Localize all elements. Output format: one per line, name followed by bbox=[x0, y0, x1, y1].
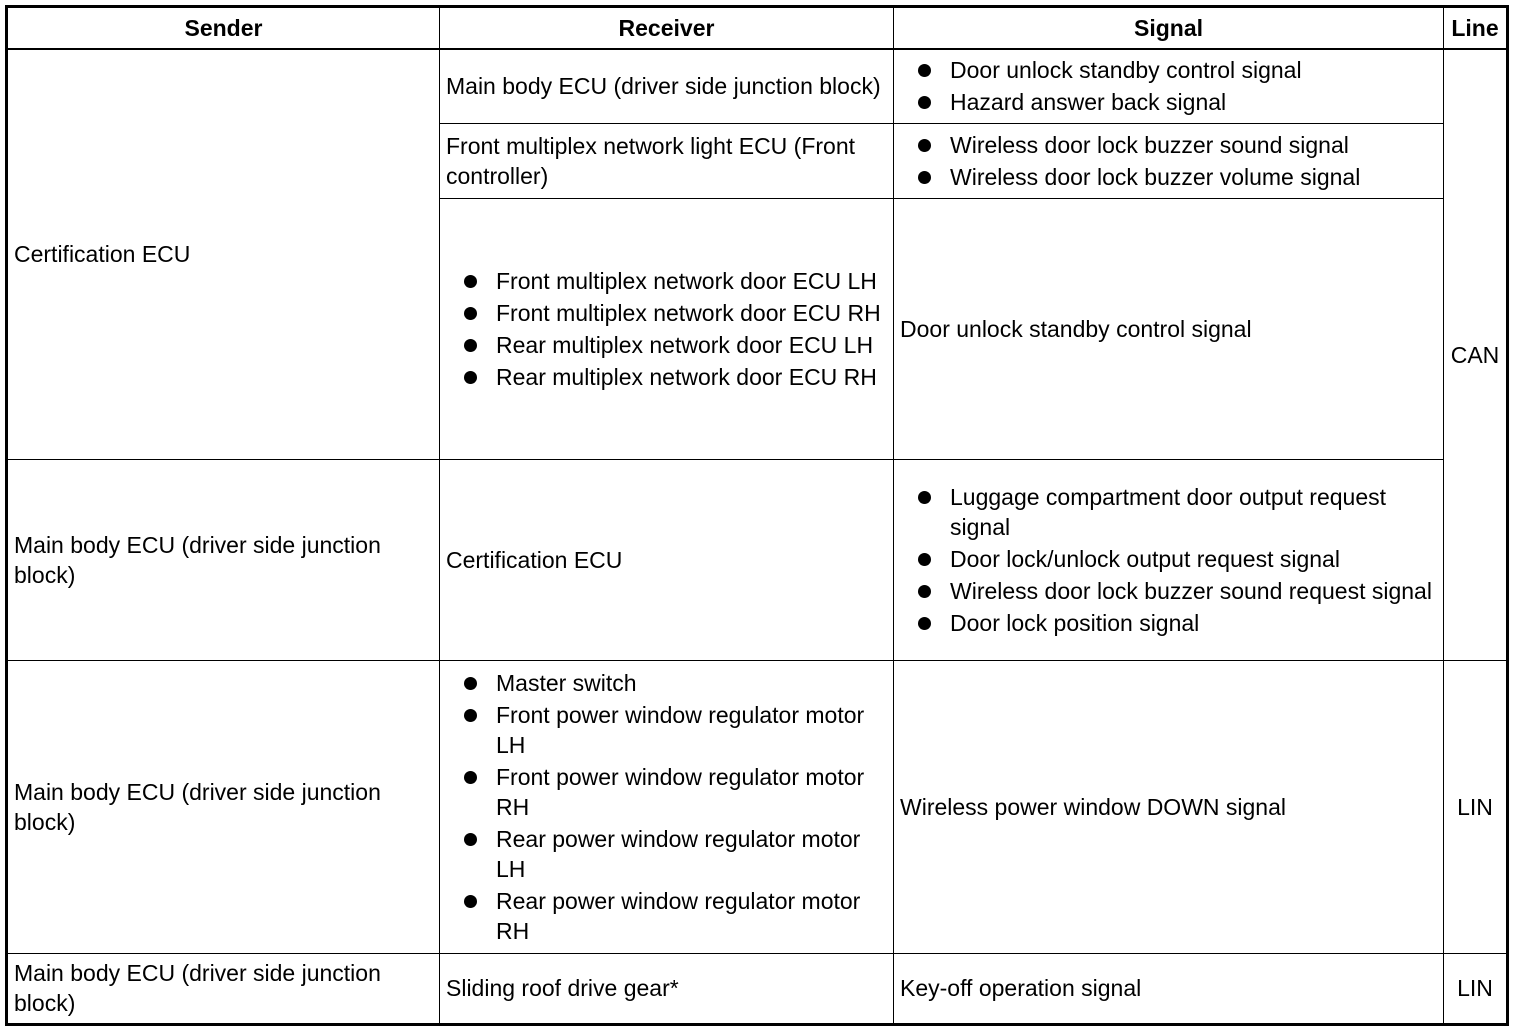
sender-cell: Main body ECU (driver side junction block) bbox=[7, 953, 440, 1024]
bullet-icon bbox=[918, 585, 931, 598]
list-item bbox=[446, 824, 887, 884]
list-item bbox=[446, 762, 887, 822]
header-sender: Sender bbox=[7, 7, 440, 50]
bullet-icon bbox=[918, 553, 931, 566]
bullet-icon bbox=[918, 64, 931, 77]
bullet-icon bbox=[464, 275, 477, 288]
list-item bbox=[446, 266, 887, 296]
bullet-icon bbox=[918, 171, 931, 184]
list-item bbox=[900, 482, 1437, 542]
bullet-icon bbox=[918, 617, 931, 630]
list-item bbox=[446, 362, 887, 392]
line-cell: CAN bbox=[1444, 49, 1508, 660]
signal-text: Hazard answer back signal bbox=[950, 89, 1227, 116]
receiver-cell bbox=[440, 660, 894, 953]
list-item bbox=[900, 576, 1437, 606]
list-item bbox=[900, 87, 1437, 117]
bullet-icon bbox=[918, 139, 931, 152]
list-item bbox=[900, 130, 1437, 160]
signal-text: Door lock position signal bbox=[950, 609, 1200, 636]
list-item bbox=[900, 544, 1437, 574]
bullet-icon bbox=[464, 833, 477, 846]
receiver-cell bbox=[440, 198, 894, 459]
signal-text: Door unlock standby control signal bbox=[950, 57, 1302, 84]
bullet-icon bbox=[464, 339, 477, 352]
table-row bbox=[7, 660, 1508, 953]
list-item bbox=[900, 162, 1437, 192]
bullet-icon bbox=[464, 709, 477, 722]
list-item bbox=[900, 608, 1437, 638]
receiver-cell: Certification ECU bbox=[440, 459, 894, 660]
communication-table-sheet bbox=[5, 5, 1509, 1026]
bullet-icon bbox=[464, 895, 477, 908]
receiver-cell: Main body ECU (driver side junction block) bbox=[440, 49, 894, 123]
communication-table bbox=[5, 5, 1509, 1026]
signal-cell: Door unlock standby control signal bbox=[894, 198, 1444, 459]
signal-text: Luggage compartment door output request signal bbox=[950, 483, 1387, 540]
header-receiver: Receiver bbox=[440, 7, 894, 50]
receiver-text: Front power window regulator motor RH bbox=[496, 763, 865, 820]
signal-text: Wireless door lock buzzer sound signal bbox=[950, 131, 1349, 158]
signal-text: Wireless door lock buzzer volume signal bbox=[950, 163, 1361, 190]
signal-list bbox=[900, 130, 1437, 192]
sender-cell: Main body ECU (driver side junction block) bbox=[7, 459, 440, 660]
bullet-icon bbox=[464, 771, 477, 784]
list-item bbox=[446, 700, 887, 760]
signal-cell: Key-off operation signal bbox=[894, 953, 1444, 1024]
header-signal: Signal bbox=[894, 7, 1444, 50]
receiver-text: Front multiplex network door ECU LH bbox=[496, 267, 877, 294]
list-item bbox=[446, 330, 887, 360]
signal-list bbox=[900, 55, 1437, 117]
signal-cell bbox=[894, 459, 1444, 660]
table-row bbox=[7, 49, 1508, 123]
receiver-list bbox=[446, 668, 887, 946]
bullet-icon bbox=[464, 371, 477, 384]
bullet-icon bbox=[918, 491, 931, 504]
receiver-text: Rear power window regulator motor RH bbox=[496, 887, 861, 944]
header-row bbox=[7, 7, 1508, 50]
table-row bbox=[7, 953, 1508, 1024]
sender-cell: Certification ECU bbox=[7, 49, 440, 459]
signal-cell bbox=[894, 123, 1444, 198]
list-item bbox=[446, 298, 887, 328]
sender-cell: Main body ECU (driver side junction block) bbox=[7, 660, 440, 953]
receiver-text: Front power window regulator motor LH bbox=[496, 701, 865, 758]
receiver-text: Rear multiplex network door ECU RH bbox=[496, 363, 877, 390]
bullet-icon bbox=[464, 307, 477, 320]
table-row bbox=[7, 459, 1508, 660]
bullet-icon bbox=[464, 677, 477, 690]
receiver-cell: Sliding roof drive gear* bbox=[440, 953, 894, 1024]
bullet-icon bbox=[918, 96, 931, 109]
signal-text: Wireless door lock buzzer sound request signal bbox=[950, 577, 1432, 604]
list-item bbox=[900, 55, 1437, 85]
receiver-cell: Front multiplex network light ECU (Front controller) bbox=[440, 123, 894, 198]
signal-text: Door lock/unlock output request signal bbox=[950, 545, 1340, 572]
receiver-text: Rear power window regulator motor LH bbox=[496, 825, 861, 882]
receiver-list bbox=[446, 266, 887, 392]
line-cell: LIN bbox=[1444, 953, 1508, 1024]
signal-cell: Wireless power window DOWN signal bbox=[894, 660, 1444, 953]
line-cell: LIN bbox=[1444, 660, 1508, 953]
signal-cell bbox=[894, 49, 1444, 123]
signal-list bbox=[900, 482, 1437, 638]
receiver-text: Front multiplex network door ECU RH bbox=[496, 299, 881, 326]
receiver-text: Rear multiplex network door ECU LH bbox=[496, 331, 874, 358]
header-line: Line bbox=[1444, 7, 1508, 50]
list-item bbox=[446, 886, 887, 946]
receiver-text: Master switch bbox=[496, 669, 637, 696]
list-item bbox=[446, 668, 887, 698]
